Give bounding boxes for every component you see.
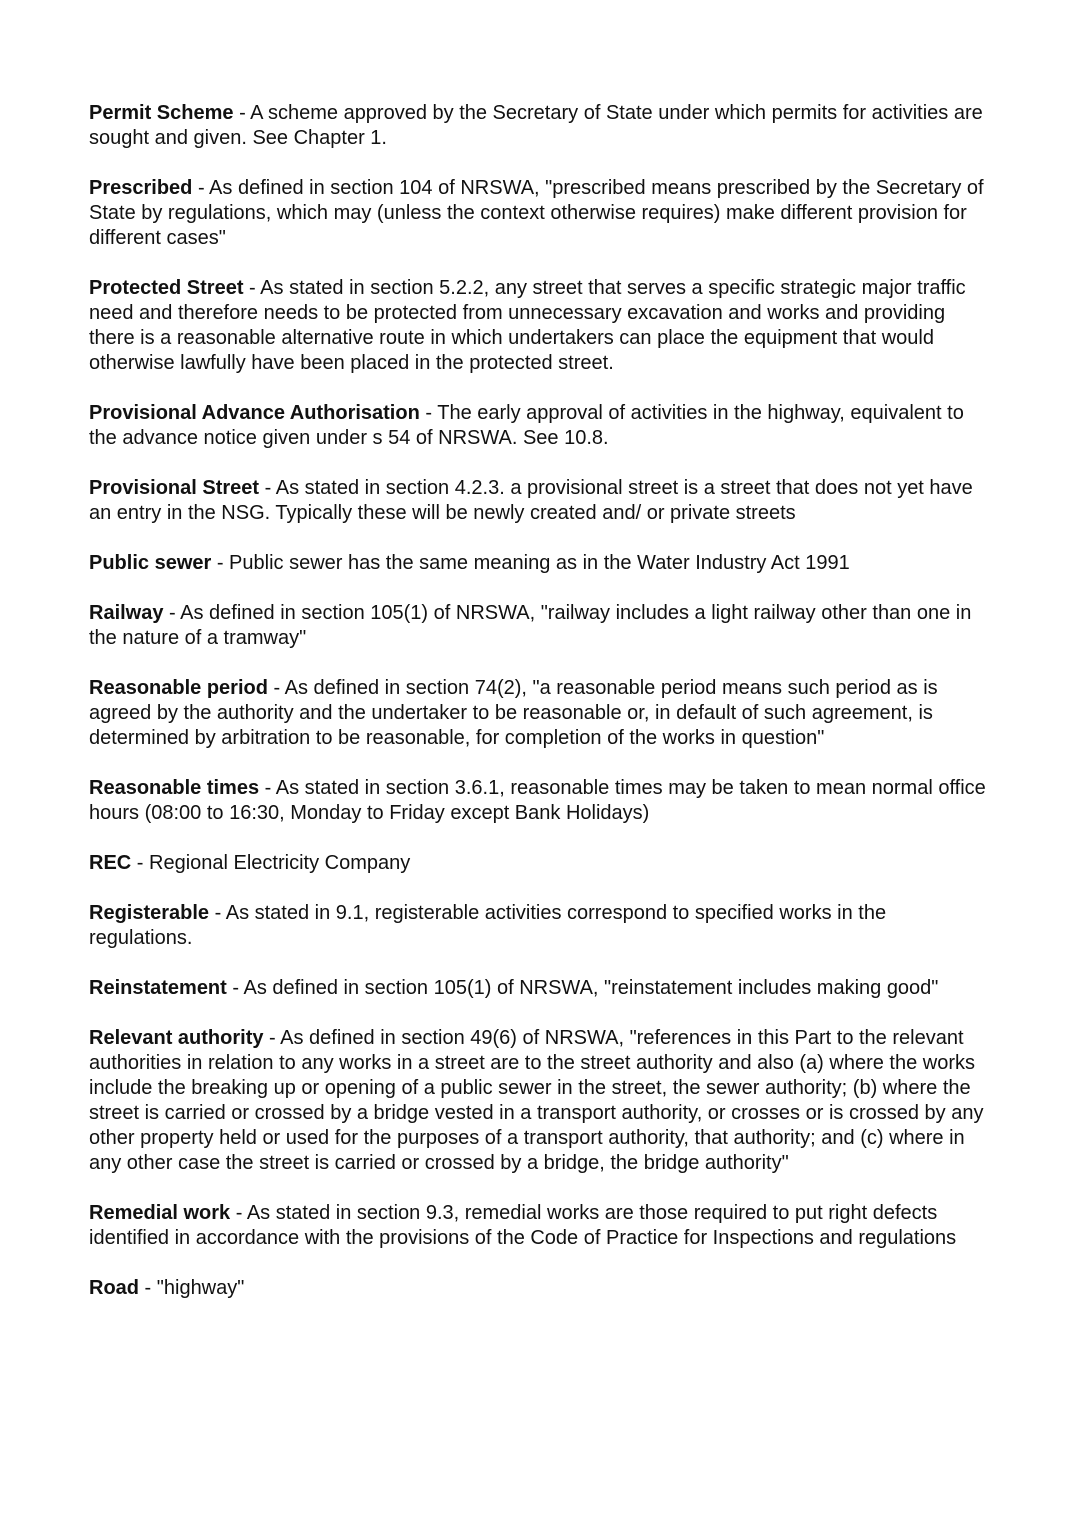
glossary-term: Provisional Street [89,477,260,499]
glossary-definition: - A scheme approved by the Secretary of State under which permits for activities are sought and given. See Chapter 1. [89,102,983,149]
glossary-term: Relevant authority [89,1027,264,1049]
glossary-entry-prescribed [89,176,989,251]
glossary-term: Reasonable times [89,777,260,799]
glossary-term: Prescribed [89,177,193,199]
glossary-definition: - Regional Electricity Company [131,852,411,874]
glossary-definition: - As defined in section 105(1) of NRSWA, "reinstatement includes making good" [226,977,939,999]
glossary-definition: - "highway" [139,1277,245,1299]
glossary-entry-road [89,1276,989,1301]
glossary-term: Reinstatement [89,977,227,999]
glossary-term: Road [89,1277,139,1299]
glossary-entry-registerable [89,901,989,951]
glossary-term: Provisional Advance Authorisation [89,402,420,424]
glossary-term: Reasonable period [89,677,268,699]
glossary-entry-reasonable-period [89,676,989,751]
glossary-definition: - As defined in section 74(2), "a reasonable period means such period as is agreed by the authority and the undertaker to be reasonable or, in default of such agreement, is determined by arbitration to be reasonable, for completion of the works in question" [89,677,938,749]
glossary-term: Protected Street [89,277,244,299]
glossary-entry-rec [89,851,989,876]
glossary-entry-protected-street [89,276,989,376]
glossary-entry-public-sewer [89,551,989,576]
glossary-entry-provisional-street [89,476,989,526]
glossary-definition: - As defined in section 105(1) of NRSWA, "railway includes a light railway other than one in the nature of a tramway" [89,602,972,649]
glossary-definition: - Public sewer has the same meaning as in the Water Industry Act 1991 [211,552,850,574]
glossary-entry-reasonable-times [89,776,989,826]
glossary-definition: - As stated in section 5.2.2, any street that serves a specific strategic major traffic need and therefore needs to be protected from unnecessary excavation and works and providing there is a reasonable alternative route in which undertakers can place the equipment that would otherwise lawfully have been placed in the protected street. [89,277,966,374]
glossary-definition: - As stated in 9.1, registerable activities correspond to specified works in the regulations. [89,902,887,949]
glossary-definition: - As defined in section 49(6) of NRSWA, "references in this Part to the relevant authorities in relation to any works in a street are to the street authority and also (a) where the works include the breaking up or opening of a public sewer in the street, the sewer authority; (b) where the street is carried or crossed by a bridge vested in a transport authority, or crosses or is crossed by any other property held or used for the purposes of a transport authority, that authority; and (c) where in any other case the street is carried or crossed by a bridge, the bridge authority" [89,1027,984,1174]
glossary-entry-provisional-advance-authorisation [89,401,989,451]
glossary-term: Registerable [89,902,210,924]
glossary-definition: - As stated in section 3.6.1, reasonable times may be taken to mean normal office hours (08:00 to 16:30, Monday to Friday except Bank Holidays) [89,777,986,824]
glossary-entry-railway [89,601,989,651]
document-page [89,101,989,1326]
glossary-term: Remedial work [89,1202,231,1224]
glossary-entry-reinstatement [89,976,989,1001]
glossary-term: Public sewer [89,552,212,574]
glossary-definition: - As stated in section 9.3, remedial works are those required to put right defects identified in accordance with the provisions of the Code of Practice for Inspections and regulations [89,1202,957,1249]
glossary-term: REC [89,852,132,874]
glossary-definition: - The early approval of activities in the highway, equivalent to the advance notice given under s 54 of NRSWA. See 10.8. [89,402,964,449]
glossary-term: Railway [89,602,164,624]
glossary-definition: - As stated in section 4.2.3. a provisional street is a street that does not yet have an entry in the NSG. Typically these will be newly created and/ or private streets [89,477,973,524]
glossary-entry-remedial-work [89,1201,989,1251]
glossary-definition: - As defined in section 104 of NRSWA, "prescribed means prescribed by the Secretary of State by regulations, which may (unless the context otherwise requires) make different provision for different cases" [89,177,984,249]
glossary-term: Permit Scheme [89,102,234,124]
glossary-entry-permit-scheme [89,101,989,151]
glossary-entry-relevant-authority [89,1026,989,1176]
